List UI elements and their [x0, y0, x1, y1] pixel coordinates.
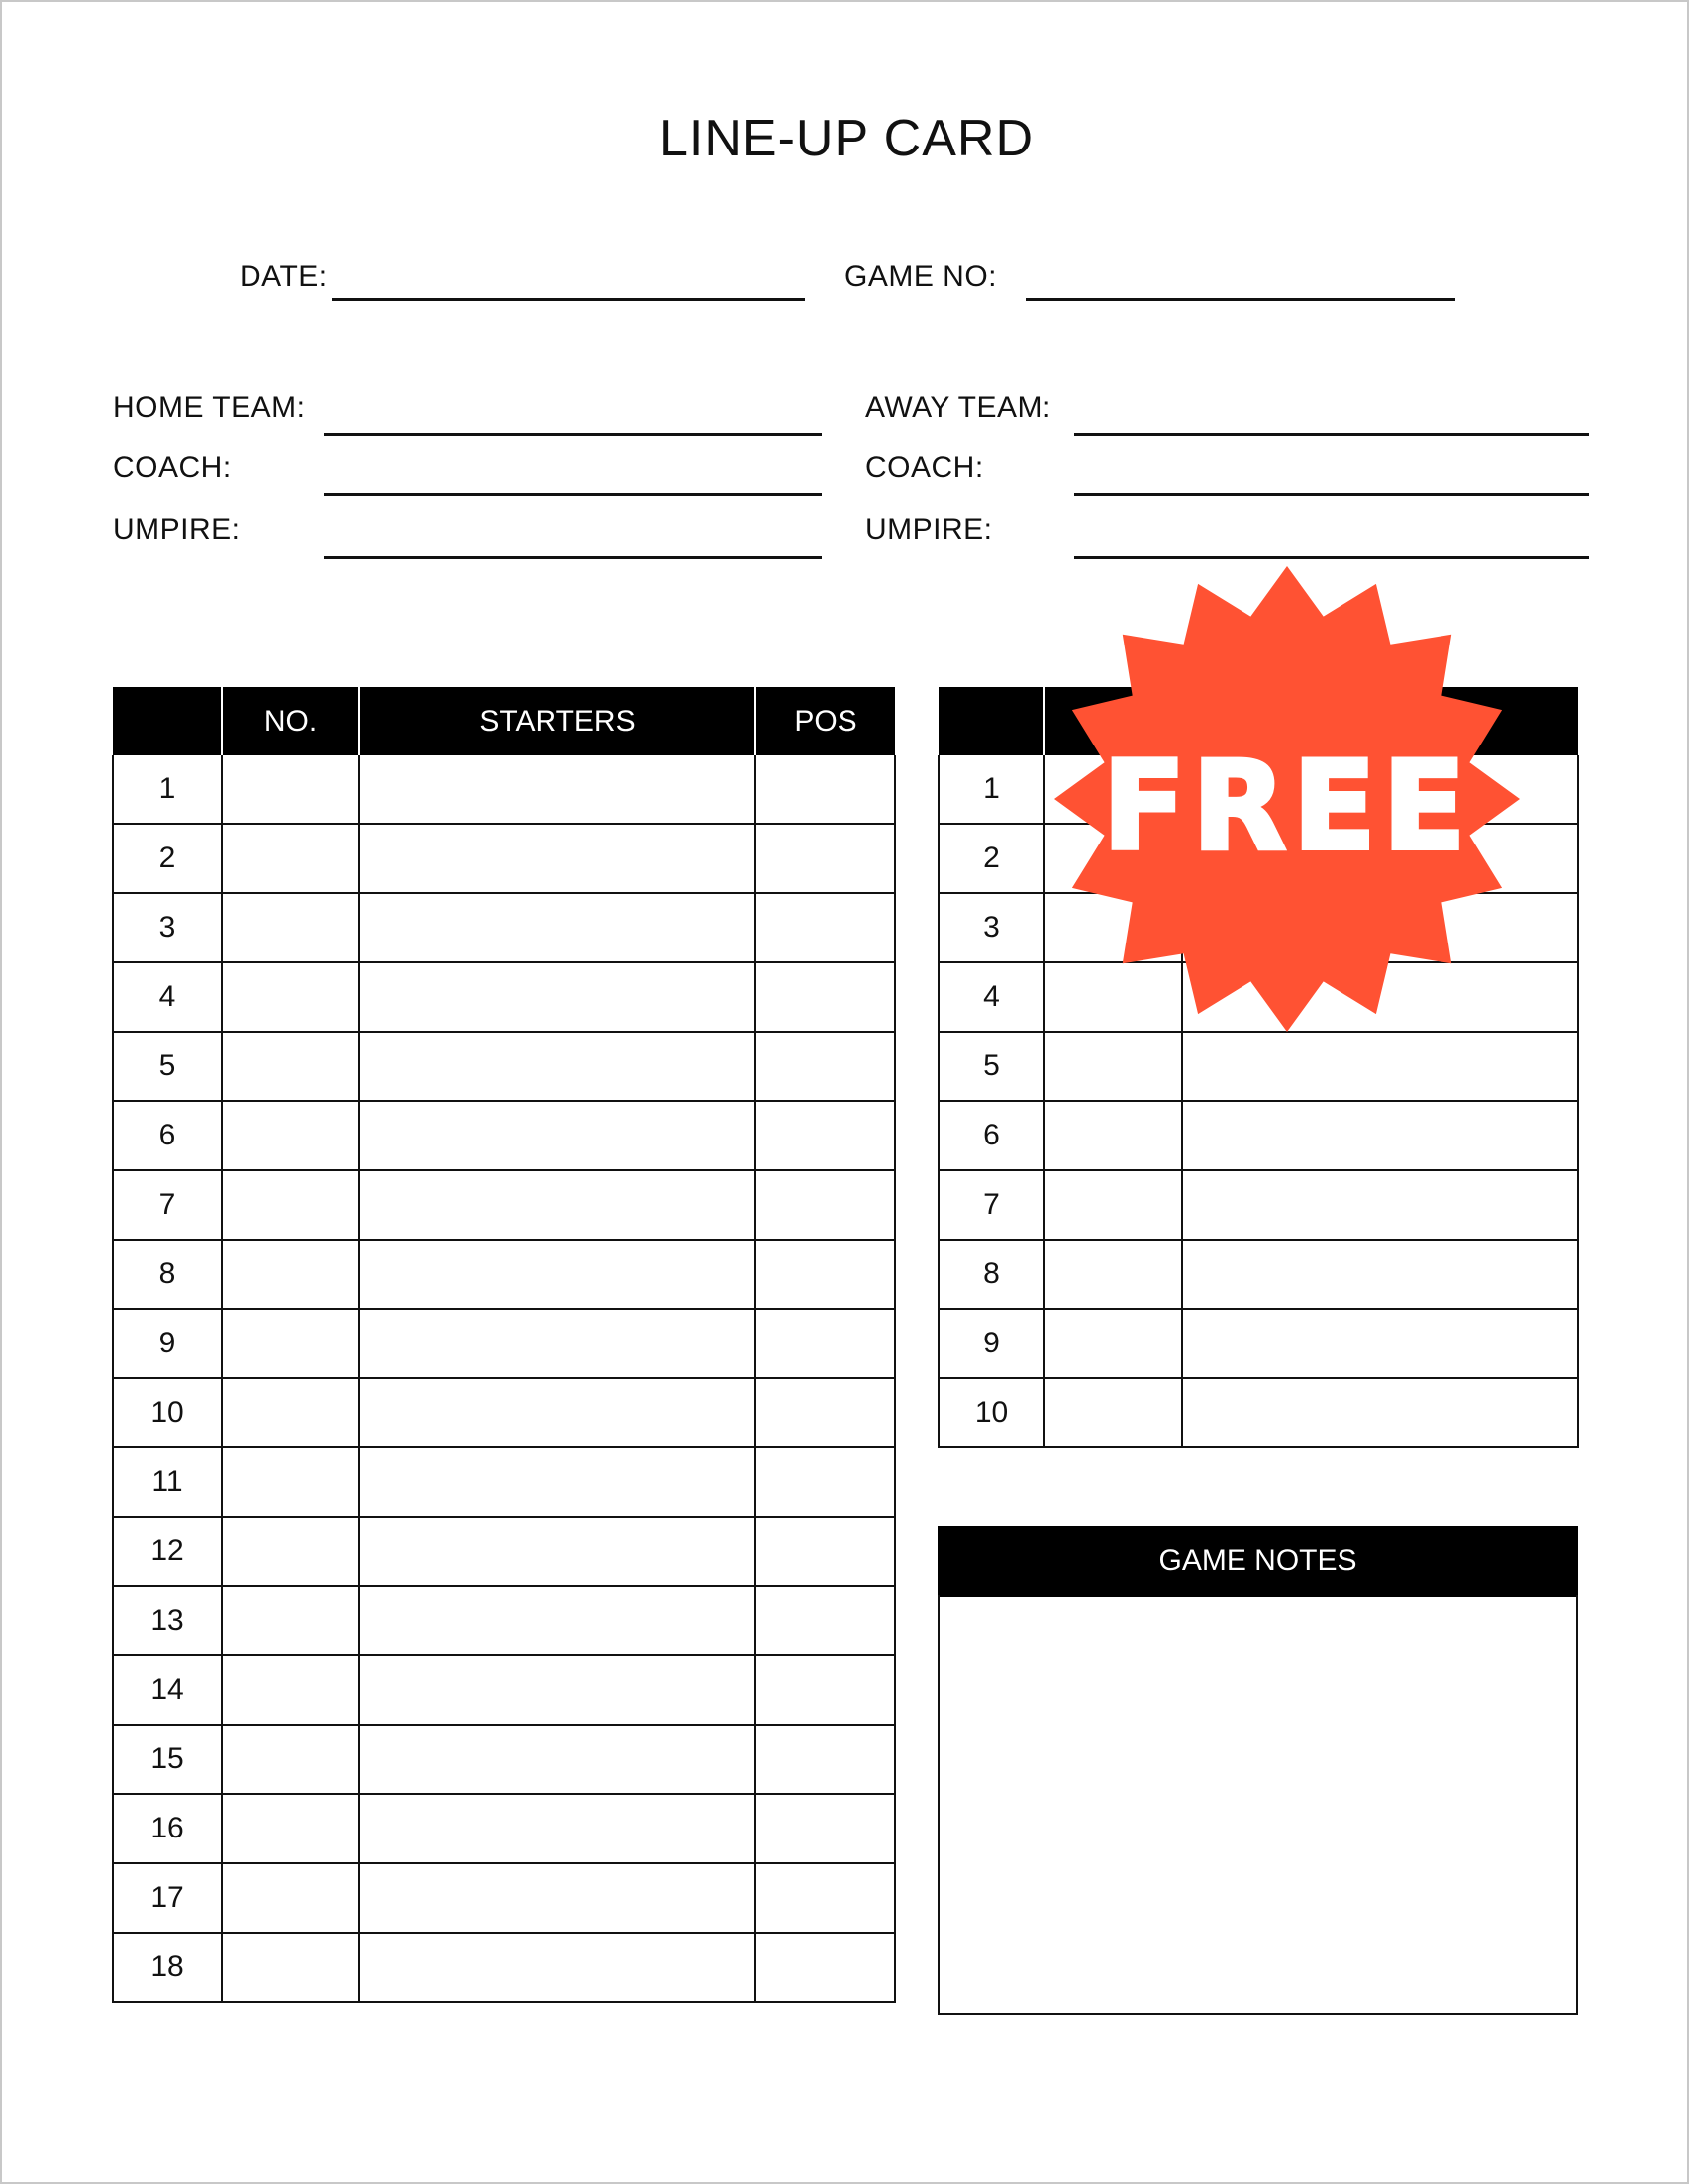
home-row: [113, 824, 895, 893]
home-umpire-label: UMPIRE:: [113, 513, 241, 546]
home-row-number: 18: [113, 1933, 222, 2002]
home-no-cell[interactable]: [222, 1170, 359, 1240]
home-no-cell[interactable]: [222, 1933, 359, 2002]
away-row-number: 3: [939, 893, 1044, 962]
away-team-label: AWAY TEAM:: [865, 391, 1051, 424]
home-pos-cell[interactable]: [755, 1447, 895, 1517]
away-row: [939, 1309, 1578, 1378]
date-field[interactable]: [332, 298, 805, 301]
home-starter-cell[interactable]: [359, 1170, 755, 1240]
game-notes-area[interactable]: [938, 1595, 1578, 2015]
away-no-cell[interactable]: [1044, 1240, 1182, 1309]
away-coach-label: COACH:: [865, 451, 984, 484]
home-no-cell[interactable]: [222, 1309, 359, 1378]
home-header-no: NO.: [222, 687, 359, 755]
away-umpire-field[interactable]: [1074, 556, 1589, 559]
away-player-cell[interactable]: [1182, 1378, 1578, 1447]
home-row-number: 2: [113, 824, 222, 893]
home-starter-cell[interactable]: [359, 1101, 755, 1170]
home-table-header-row: [113, 687, 895, 755]
date-label: DATE:: [240, 260, 328, 293]
home-row: [113, 1655, 895, 1725]
home-row: [113, 1309, 895, 1378]
home-starter-cell[interactable]: [359, 1586, 755, 1655]
home-starter-cell[interactable]: [359, 1517, 755, 1586]
away-umpire-label: UMPIRE:: [865, 513, 993, 546]
away-row-number: 7: [939, 1170, 1044, 1240]
starburst-icon: [1040, 561, 1535, 1056]
home-starter-cell[interactable]: [359, 1655, 755, 1725]
home-row: [113, 1933, 895, 2002]
home-row-number: 11: [113, 1447, 222, 1517]
home-row: [113, 1101, 895, 1170]
away-row-number: 5: [939, 1032, 1044, 1101]
home-row-number: 13: [113, 1586, 222, 1655]
home-row: [113, 1794, 895, 1863]
home-no-cell[interactable]: [222, 1863, 359, 1933]
away-player-cell[interactable]: [1182, 1170, 1578, 1240]
away-row-number: 2: [939, 824, 1044, 893]
home-coach-field[interactable]: [324, 493, 822, 496]
home-pos-cell[interactable]: [755, 893, 895, 962]
home-row-number: 8: [113, 1240, 222, 1309]
home-pos-cell[interactable]: [755, 1586, 895, 1655]
away-row: [939, 1378, 1578, 1447]
home-starter-cell[interactable]: [359, 1794, 755, 1863]
home-row-number: 7: [113, 1170, 222, 1240]
home-pos-cell[interactable]: [755, 962, 895, 1032]
home-starter-cell[interactable]: [359, 755, 755, 824]
home-row: [113, 1725, 895, 1794]
home-no-cell[interactable]: [222, 1517, 359, 1586]
home-starter-cell[interactable]: [359, 1933, 755, 2002]
home-row: [113, 1032, 895, 1101]
away-coach-field[interactable]: [1074, 493, 1589, 496]
home-header-order: [113, 687, 222, 755]
home-pos-cell[interactable]: [755, 1794, 895, 1863]
home-row-number: 4: [113, 962, 222, 1032]
away-no-cell[interactable]: [1044, 1309, 1182, 1378]
home-row-number: 16: [113, 1794, 222, 1863]
home-pos-cell[interactable]: [755, 755, 895, 824]
home-row-number: 6: [113, 1101, 222, 1170]
home-starter-cell[interactable]: [359, 1725, 755, 1794]
home-pos-cell[interactable]: [755, 1517, 895, 1586]
home-row: [113, 1378, 895, 1447]
home-pos-cell[interactable]: [755, 1309, 895, 1378]
home-pos-cell[interactable]: [755, 824, 895, 893]
home-row: [113, 1447, 895, 1517]
home-row-number: 14: [113, 1655, 222, 1725]
home-starter-cell[interactable]: [359, 962, 755, 1032]
home-row-number: 12: [113, 1517, 222, 1586]
home-row: [113, 962, 895, 1032]
home-no-cell[interactable]: [222, 1101, 359, 1170]
home-row: [113, 1170, 895, 1240]
home-pos-cell[interactable]: [755, 1101, 895, 1170]
away-row-number: 6: [939, 1101, 1044, 1170]
game-no-field[interactable]: [1026, 298, 1455, 301]
home-pos-cell[interactable]: [755, 1725, 895, 1794]
home-pos-cell[interactable]: [755, 1378, 895, 1447]
home-no-cell[interactable]: [222, 1586, 359, 1655]
home-starter-cell[interactable]: [359, 1240, 755, 1309]
home-lineup-table: [112, 687, 896, 2003]
home-pos-cell[interactable]: [755, 1655, 895, 1725]
home-team-field[interactable]: [324, 433, 822, 436]
home-pos-cell[interactable]: [755, 1170, 895, 1240]
home-pos-cell[interactable]: [755, 1240, 895, 1309]
away-row: [939, 1101, 1578, 1170]
page-title: LINE-UP CARD: [658, 110, 1034, 167]
away-row-number: 10: [939, 1378, 1044, 1447]
home-row: [113, 755, 895, 824]
home-no-cell[interactable]: [222, 1240, 359, 1309]
away-team-field[interactable]: [1074, 433, 1589, 436]
away-player-cell[interactable]: [1182, 1101, 1578, 1170]
home-row-number: 5: [113, 1032, 222, 1101]
home-row-number: 9: [113, 1309, 222, 1378]
home-no-cell[interactable]: [222, 1378, 359, 1447]
home-starter-cell[interactable]: [359, 824, 755, 893]
game-notes-header: GAME NOTES: [938, 1526, 1578, 1597]
away-row: [939, 1170, 1578, 1240]
home-no-cell[interactable]: [222, 1794, 359, 1863]
away-no-cell[interactable]: [1044, 1378, 1182, 1447]
home-row: [113, 1863, 895, 1933]
home-no-cell[interactable]: [222, 1032, 359, 1101]
away-row: [939, 1240, 1578, 1309]
home-header-starters: STARTERS: [359, 687, 755, 755]
home-starter-cell[interactable]: [359, 1309, 755, 1378]
away-row-number: 1: [939, 755, 1044, 824]
home-row: [113, 1240, 895, 1309]
home-pos-cell[interactable]: [755, 1933, 895, 2002]
home-starter-cell[interactable]: [359, 1378, 755, 1447]
home-no-cell[interactable]: [222, 893, 359, 962]
home-coach-label: COACH:: [113, 451, 232, 484]
home-umpire-field[interactable]: [324, 556, 822, 559]
home-row: [113, 1586, 895, 1655]
home-header-pos: POS: [755, 687, 895, 755]
free-badge: [1040, 561, 1535, 1056]
home-no-cell[interactable]: [222, 1655, 359, 1725]
away-player-cell[interactable]: [1182, 1309, 1578, 1378]
home-no-cell[interactable]: [222, 824, 359, 893]
home-row-number: 1: [113, 755, 222, 824]
away-row-number: 8: [939, 1240, 1044, 1309]
home-team-label: HOME TEAM:: [113, 391, 306, 424]
home-no-cell[interactable]: [222, 962, 359, 1032]
home-row-number: 3: [113, 893, 222, 962]
home-row-number: 15: [113, 1725, 222, 1794]
home-row: [113, 1517, 895, 1586]
home-pos-cell[interactable]: [755, 1032, 895, 1101]
home-row-number: 10: [113, 1378, 222, 1447]
away-player-cell[interactable]: [1182, 1240, 1578, 1309]
home-starter-cell[interactable]: [359, 893, 755, 962]
away-row-number: 4: [939, 962, 1044, 1032]
home-row: [113, 893, 895, 962]
home-row-number: 17: [113, 1863, 222, 1933]
away-row-number: 9: [939, 1309, 1044, 1378]
free-badge-text: FREE: [1102, 736, 1472, 878]
game-no-label: GAME NO:: [844, 260, 998, 293]
home-starter-cell[interactable]: [359, 1447, 755, 1517]
home-pos-cell[interactable]: [755, 1863, 895, 1933]
home-no-cell[interactable]: [222, 1725, 359, 1794]
away-header-order: [939, 687, 1044, 755]
home-no-cell[interactable]: [222, 755, 359, 824]
home-starter-cell[interactable]: [359, 1863, 755, 1933]
home-starter-cell[interactable]: [359, 1032, 755, 1101]
home-no-cell[interactable]: [222, 1447, 359, 1517]
away-no-cell[interactable]: [1044, 1101, 1182, 1170]
away-no-cell[interactable]: [1044, 1170, 1182, 1240]
